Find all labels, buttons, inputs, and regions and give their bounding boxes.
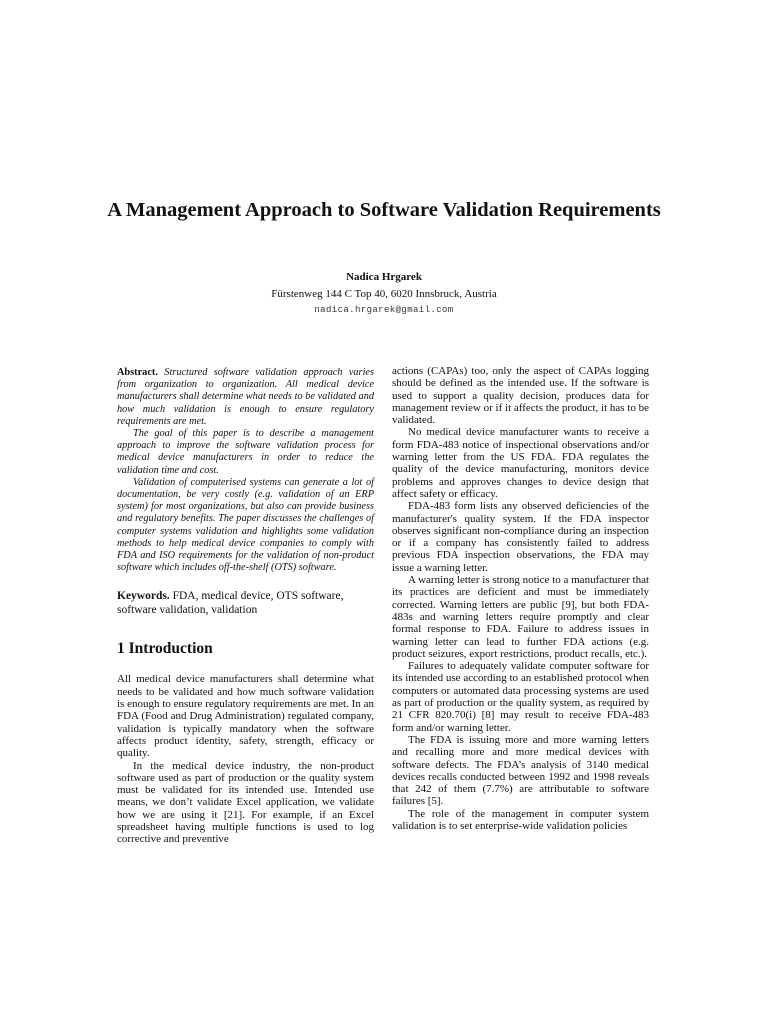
right-column — [392, 365, 649, 832]
author-name: Nadica Hrgarek — [346, 271, 422, 283]
author-email: nadica.hrgarek@gmail.com — [314, 305, 454, 315]
keywords — [117, 589, 374, 617]
section-heading-introduction: 1 Introduction — [117, 640, 213, 658]
intro-paragraph-1: All medical device manufacturers shall determine what needs to be validated and how much software validation is enough to ensure regulatory requirements are met. In an FDA (Food and Drug Administration) regulated company, validation is typically mandatory when the software affects product identity, safety, strength, efficacy or quality. — [117, 673, 374, 760]
paper-title: A Management Approach to Software Validation Requirements — [107, 199, 661, 221]
right-paragraph-2: No medical device manufacturer wants to receive a form FDA-483 notice of inspectional observations and/or warning letter from the US FDA. FDA regulates the quality of the device manufacturing, monitors device problems and approves changes to device design that affect safety or efficacy. — [392, 426, 649, 500]
abstract-label: Abstract. — [117, 367, 158, 378]
right-paragraph-3: FDA-483 form lists any observed deficiencies of the manufacturer's quality system. If the FDA inspector observes significant non-compliance during an inspection or if a company has consistently failed to address previous FDA inspection observations, the FDA may issue a warning letter. — [392, 500, 649, 574]
right-paragraph-4: A warning letter is strong notice to a manufacturer that its practices are deficient and must be immediately corrected. Warning letters are public [9], but both FDA-483s and warning letters require promptly and clear formal response to FDA. Failure to address issues in warning letter can lead to further FDA actions (e.g. product seizures, export restrictions, product recalls, etc.). — [392, 574, 650, 660]
author-affiliation: Fürstenweg 144 C Top 40, 6020 Innsbruck, Austria — [271, 288, 497, 300]
abstract-paragraph-3: Validation of computerised systems can generate a lot of documentation, be very costly (e.g. validation of an ERP system) for most organizations, but also can provide business and regulatory benefits. The paper discusses the challenges of computer systems validation and highlights some validation methods to help medical device companies to comply with FDA and ISO requirements for the validation of non-product software which includes off-the-shelf (OTS) software. — [117, 476, 374, 574]
right-paragraph-1: actions (CAPAs) too, only the aspect of CAPAs logging should be defined as the intended use. If the software is used to support a quality decision, produces data for management review or if it affects the product, it has to be validated. — [392, 365, 649, 427]
right-paragraph-7: The role of the management in computer system validation is to set enterprise-wide validation policies — [392, 807, 649, 832]
left-column — [117, 367, 374, 846]
keywords-text: FDA, medical device, OTS software, software validation, validation — [117, 590, 344, 617]
abstract-paragraph-1 — [117, 367, 374, 428]
right-paragraph-5: Failures to adequately validate computer software for its intended use according to an established protocol when computers or automated data processing systems are used as part of production or the quality system, as required by 21 CFR 820.70(i) [8] may result to receive FDA-483 form and/or warning letter. — [392, 660, 649, 734]
intro-paragraph-2: In the medical device industry, the non-product software used as part of production or the quality system must be validated for its intended use. Intended use means, we don’t validate Excel application, we validate how we are using it [21]. For example, if an Excel spreadsheet having multiple functions is used to log corrective and preventive — [117, 759, 374, 846]
right-paragraph-6: The FDA is issuing more and more warning letters and recalling more and more medical devices with software defects. The FDA’s analysis of 3140 medical devices recalls conducted between 1992 and 1998 reveals that 242 of them (7.7%) are attributable to software failures [5]. — [392, 733, 649, 808]
abstract-paragraph-2: The goal of this paper is to describe a management approach to improve the software validation process for medical device manufacturers in order to reduce the validation time and cost. — [117, 428, 374, 476]
keywords-label: Keywords. — [117, 590, 170, 603]
abstract-text-1: Structured software validation approach varies from organization to organization. All medical device manufacturers shall determine what needs to be validated and how much validation is enough to ensure regulatory requirements are met. — [117, 367, 375, 427]
introduction-body — [117, 673, 374, 845]
abstract — [117, 367, 374, 574]
